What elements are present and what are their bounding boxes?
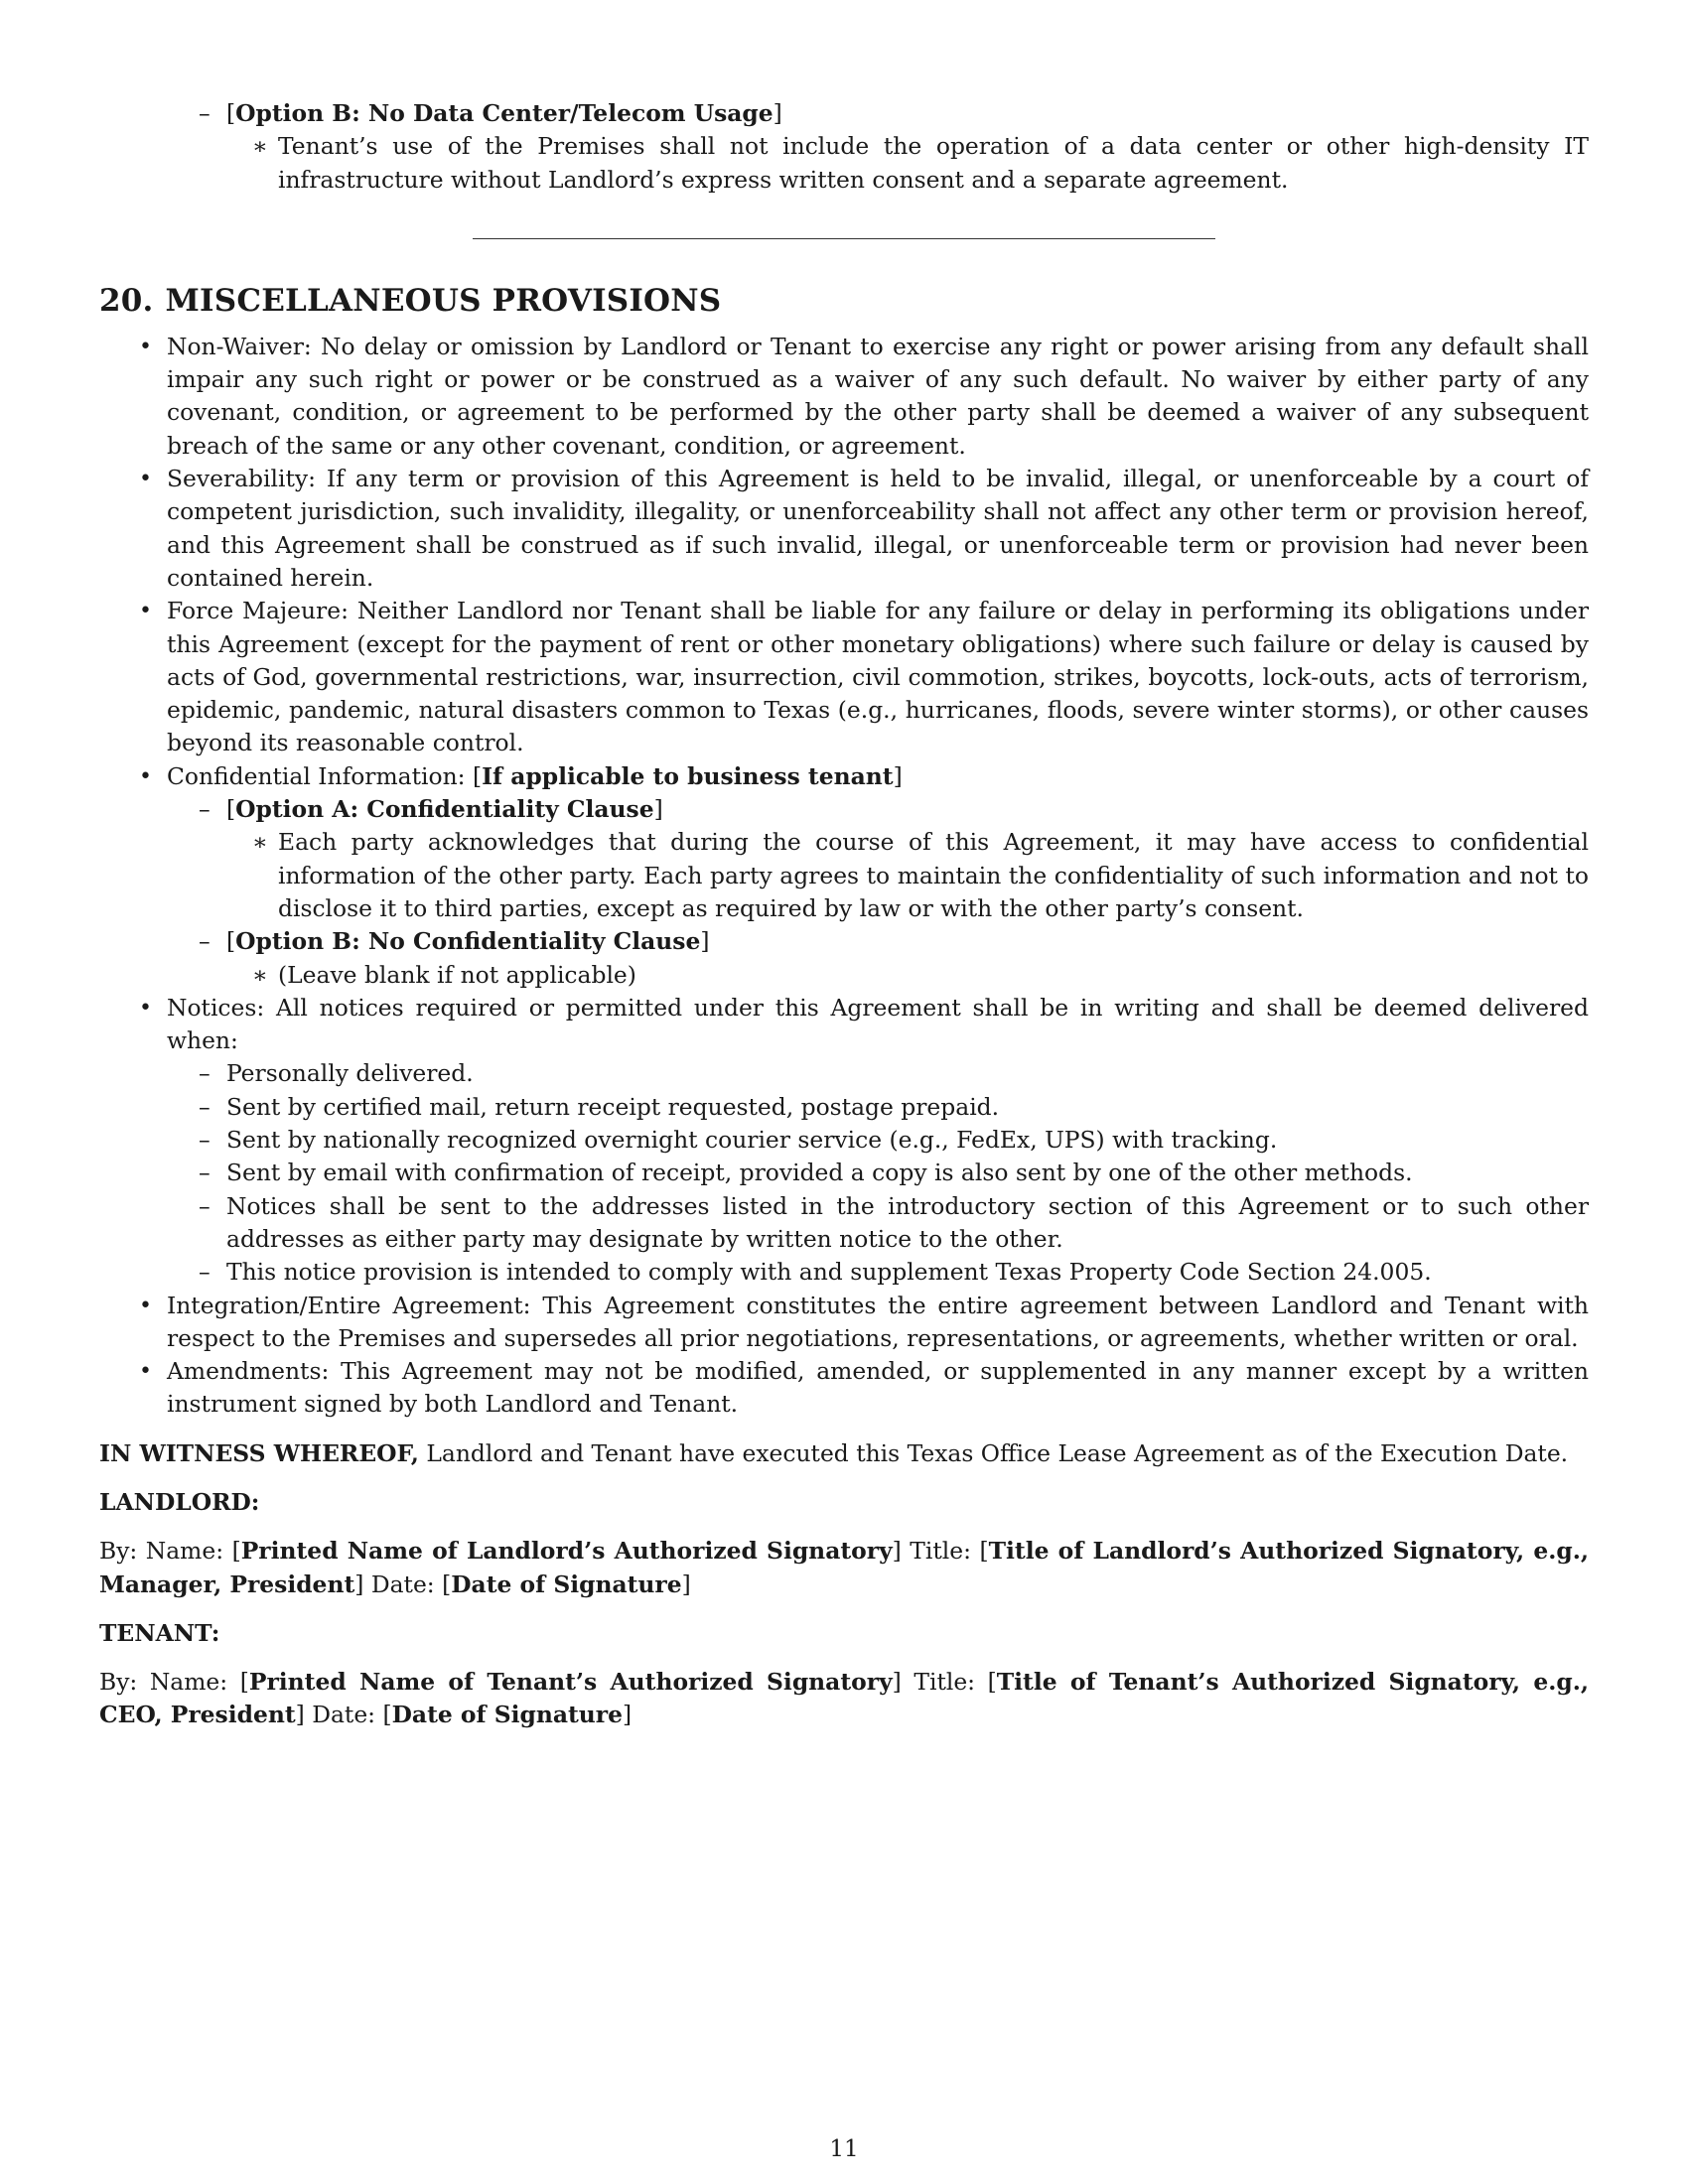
option-b-datacenter-title: Option B: No Data Center/Telecom Usage — [235, 99, 774, 127]
amendments-item: • Amendments: This Agreement may not be modified, amended, or supplemented in any manner except by a written instrument signed by both Landlord and Tenant. — [99, 1355, 1589, 1422]
notice-method: – Sent by certified mail, return receipt requested, postage prepaid. — [99, 1091, 1589, 1124]
landlord-date-placeholder: Date of Signature — [451, 1570, 682, 1598]
notices-item: • Notices: All notices required or permitted under this Agreement shall be in writing and shall be deemed delivered when: — [99, 992, 1589, 1058]
landlord-name-placeholder: Printed Name of Landlord’s Authorized Signatory — [240, 1537, 893, 1566]
page-number: 11 — [829, 2136, 859, 2162]
conf-option-b-title: Option B: No Confidentiality Clause — [235, 927, 701, 956]
option-b-datacenter-text: ∗ Tenant’s use of the Premises shall not include the operation of a data center or other high-density IT infrastructure without Landlord’s express written consent and a separate agreement. — [99, 130, 1589, 197]
section-title: MISCELLANEOUS PROVISIONS — [165, 282, 722, 319]
notice-method: – Personally delivered. — [99, 1057, 1589, 1090]
tenant-date-label: Date: — [304, 1701, 383, 1729]
witness-paragraph — [99, 1437, 1589, 1470]
conf-option-a-title: Option A: Confidentiality Clause — [235, 795, 654, 824]
tenant-by-name-label: By: Name: — [99, 1668, 240, 1697]
conf-option-b-heading: – [Option B: No Confidentiality Clause] — [99, 925, 1589, 958]
landlord-title-placeholder: Title of Landlord’s Authorized Signatory, e.g., Manager, President — [99, 1537, 1589, 1598]
non-waiver-item: • Non-Waiver: No delay or omission by Landlord or Tenant to exercise any right or power arising from any default shall impair any such right or power or be construed as a waiver of any such default. No waiver by either party of any covenant, condition, or agreement to be performed by the other party shall be deemed a waiver of any subsequent breach of the same or any other covenant, condition, or agreement. — [99, 331, 1589, 463]
witness-lead: IN WITNESS WHEREOF, — [99, 1438, 419, 1467]
landlord-by-name-label: By: Name: — [99, 1537, 232, 1566]
tenant-date-placeholder: Date of Signature — [391, 1701, 624, 1729]
conf-option-a-text: ∗ Each party acknowledges that during the course of this Agreement, it may have access to confidential information of the other party. Each party agrees to maintain the confidentiality of such information and not to disclose it to third parties, except as required by law or with the other party’s consent. — [99, 826, 1589, 925]
section-number: 20. — [99, 282, 154, 319]
tenant-name-placeholder: Printed Name of Tenant’s Authorized Signatory — [248, 1668, 893, 1697]
tenant-title-label: Title: — [901, 1668, 988, 1697]
conf-option-a-heading: – [Option A: Confidentiality Clause] — [99, 793, 1589, 826]
notice-method: – This notice provision is intended to comply with and supplement Texas Property Code Section 24.005. — [99, 1256, 1589, 1289]
confidential-information-item: • Confidential Information: [If applicable to business tenant] — [99, 760, 1589, 793]
landlord-signature-block: By: Name: [Printed Name of Landlord’s Authorized Signatory] Title: [Title of Landlord’s Authorized Signatory, e.g., Manager, President] Date: [Date of Signature] — [99, 1537, 1589, 1598]
confidential-label: Confidential Information: — [167, 761, 473, 790]
landlord-date-label: Date: — [363, 1570, 443, 1598]
tenant-heading-text: TENANT: — [99, 1618, 220, 1647]
horizontal-divider — [473, 238, 1215, 239]
document-page — [99, 97, 1589, 1732]
force-majeure-item: • Force Majeure: Neither Landlord nor Tenant shall be liable for any failure or delay in performing its obligations under this Agreement (except for the payment of rent or other monetary obligations) where such failure or delay is caused by acts of God, governmental restrictions, war, insurrection, civil commotion, strikes, boycotts, lock-outs, acts of terrorism, epidemic, pandemic, natural disasters common to Texas (e.g., hurricanes, floods, severe winter storms), or other causes beyond its reasonable control. — [99, 595, 1589, 759]
conf-option-b-text: ∗ (Leave blank if not applicable) — [99, 959, 1589, 992]
tenant-signature-block: By: Name: [Printed Name of Tenant’s Authorized Signatory] Title: [Title of Tenant’s Authorized Signatory, e.g., CEO, President] Date: [Date of Signature] — [99, 1668, 1589, 1729]
notice-method: – Sent by email with confirmation of receipt, provided a copy is also sent by one of the other methods. — [99, 1157, 1589, 1189]
witness-text: Landlord and Tenant have executed this Texas Office Lease Agreement as of the Execution Date. — [418, 1438, 1569, 1467]
landlord-title-label: Title: — [901, 1537, 980, 1566]
integration-item: • Integration/Entire Agreement: This Agreement constitutes the entire agreement between Landlord and Tenant with respect to the Premises and supersedes all prior negotiations, representations, or agreements, whether written or oral. — [99, 1290, 1589, 1356]
section-heading — [99, 281, 1589, 321]
tenant-heading — [99, 1617, 1589, 1650]
notice-method: – Sent by nationally recognized overnight courier service (e.g., FedEx, UPS) with tracking. — [99, 1124, 1589, 1157]
option-b-datacenter-heading: – [Option B: No Data Center/Telecom Usage] — [99, 97, 1589, 130]
confidential-bracket: If applicable to business tenant — [482, 761, 894, 790]
tenant-title-placeholder: Title of Tenant’s Authorized Signatory, e.g., CEO, President — [99, 1668, 1589, 1729]
severability-item: • Severability: If any term or provision of this Agreement is held to be invalid, illegal, or unenforceable by a court of competent jurisdiction, such invalidity, illegality, or unenforceability shall not affect any other term or provision hereof, and this Agreement shall be construed as if such invalid, illegal, or unenforceable term or provision had never been contained herein. — [99, 463, 1589, 595]
landlord-heading — [99, 1486, 1589, 1519]
landlord-heading-text: LANDLORD: — [99, 1487, 260, 1516]
notice-method: – Notices shall be sent to the addresses listed in the introductory section of this Agreement or to such other addresses as either party may designate by written notice to the other. — [99, 1190, 1589, 1257]
